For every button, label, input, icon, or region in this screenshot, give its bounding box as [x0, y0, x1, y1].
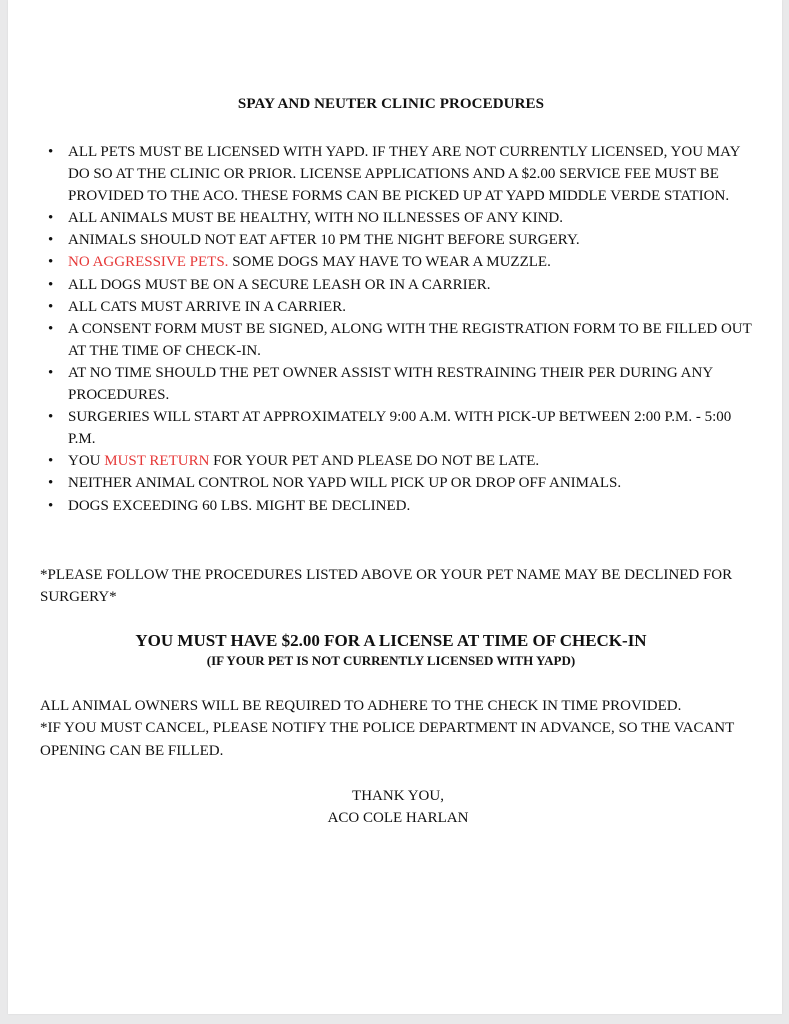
emphasis-text: NO AGGRESSIVE PETS. [68, 254, 229, 271]
owner-instructions [40, 695, 765, 762]
closing-text: THANK YOU, [352, 788, 444, 804]
license-condition: (IF YOUR PET IS NOT CURRENTLY LICENSED WITH YAPD) [206, 653, 576, 668]
procedure-item: • AT NO TIME SHOULD THE PET OWNER ASSIST WITH RESTRAINING THEIR PER DURING ANY PROCEDURES. [38, 362, 758, 406]
signer-name: ACO COLE HARLAN [327, 810, 469, 827]
procedure-item: • ANIMALS SHOULD NOT EAT AFTER 10 PM THE NIGHT BEFORE SURGERY. [38, 229, 758, 251]
emphasis-text: MUST RETURN [104, 453, 210, 470]
procedure-item: • NO AGGRESSIVE PETS. SOME DOGS MAY HAVE TO WEAR A MUZZLE. [38, 251, 758, 273]
procedure-list [38, 141, 758, 517]
procedure-item: • ALL DOGS MUST BE ON A SECURE LEASH OR IN A CARRIER. [38, 274, 758, 296]
cancellation-notice: *IF YOU MUST CANCEL, PLEASE NOTIFY THE POLICE DEPARTMENT IN ADVANCE, SO THE VACANT OPENING CAN BE FILLED. [40, 720, 735, 759]
license-requirement: YOU MUST HAVE $2.00 FOR A LICENSE AT TIME OF CHECK-IN [135, 631, 647, 650]
procedure-item: • SURGERIES WILL START AT APPROXIMATELY 9:00 A.M. WITH PICK-UP BETWEEN 2:00 P.M. - 5:00 P.M. [38, 406, 758, 450]
procedure-item: • ALL CATS MUST ARRIVE IN A CARRIER. [38, 296, 758, 318]
document-title: SPAY AND NEUTER CLINIC PROCEDURES [237, 96, 545, 112]
signature-block [0, 785, 789, 830]
check-in-requirement: ALL ANIMAL OWNERS WILL BE REQUIRED TO ADHERE TO THE CHECK IN TIME PROVIDED. [40, 698, 682, 714]
procedure-item: • NEITHER ANIMAL CONTROL NOR YAPD WILL PICK UP OR DROP OFF ANIMALS. [38, 472, 758, 494]
procedure-note: *PLEASE FOLLOW THE PROCEDURES LISTED ABOVE OR YOUR PET NAME MAY BE DECLINED FOR SURGERY* [40, 567, 733, 605]
procedure-item: • ALL ANIMALS MUST BE HEALTHY, WITH NO ILLNESSES OF ANY KIND. [38, 207, 758, 229]
procedure-item: • A CONSENT FORM MUST BE SIGNED, ALONG WITH THE REGISTRATION FORM TO BE FILLED OUT AT THE TIME OF CHECK-IN. [38, 318, 758, 362]
procedure-item: • YOU MUST RETURN FOR YOUR PET AND PLEASE DO NOT BE LATE. [38, 450, 758, 472]
license-notice [0, 630, 782, 670]
procedure-item: • ALL PETS MUST BE LICENSED WITH YAPD. IF THEY ARE NOT CURRENTLY LICENSED, YOU MAY DO SO AT THE CLINIC OR PRIOR. LICENSE APPLICATIONS AND A $2.00 SERVICE FEE MUST BE PROVIDED TO THE ACO. THESE FORMS CAN BE PICKED UP AT YAPD MIDDLE VERDE STATION. [38, 141, 758, 207]
procedure-item: • DOGS EXCEEDING 60 LBS. MIGHT BE DECLINED. [38, 495, 758, 517]
